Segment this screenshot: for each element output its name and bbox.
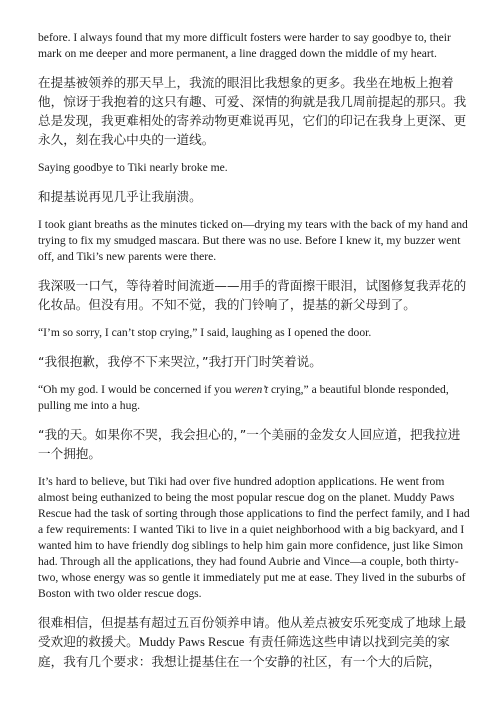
paragraph-zh-1: 在提基被领养的那天早上，我流的眼泪比我想象的更多。我坐在地板上抱着他，惊讶于我抱着的这只有趣、可爱、深情的狗就是我几周前提起的那只。我总是发现，我更难相处的寄养动物更难说再见，它们的印记在我身上更深、更永久，刻在我心中央的一道线。 xyxy=(38,75,467,147)
paragraph-zh-4: “我很抱歉，我停不下来哭泣，”我打开门时笑着说。 xyxy=(38,354,322,369)
paragraph-zh-3: 我深吸一口气，等待着时间流逝——用手的背面擦干眼泪，试图修复我弄花的化妆品。但没有用。不知不觉，我的门铃响了，提基的新父母到了。 xyxy=(38,278,467,312)
paragraph-en-5-italic: weren’t xyxy=(234,383,269,396)
paragraph-zh-5: “我的天。如果你不哭，我会担心的，”一个美丽的金发女人回应道，把我拉进一个拥抱。 xyxy=(38,427,461,461)
paragraph-en-5-start: “Oh my god. I would be concerned if you xyxy=(38,383,235,396)
paragraph-zh-6 xyxy=(38,613,470,671)
paragraph-en-5-end: crying,” a beautiful blonde responded, pulling me into a hug. xyxy=(38,383,449,412)
document-page xyxy=(38,30,470,682)
paragraph-en-2: Saying goodbye to Tiki nearly broke me. xyxy=(38,161,228,174)
paragraph-en-1: before. I always found that my more difficult fosters were harder to say goodbye to, their mark on me deeper and more permanent, a line dragged down the middle of my heart. xyxy=(38,31,451,60)
paragraph-zh-2: 和提基说再见几乎让我崩溃。 xyxy=(38,189,202,204)
paragraph-zh-6-end: 有责任筛选这些申请以找到完美的家庭，我有几个要求：我想让提基住在一个安静的社区，有一个大的后院， xyxy=(38,634,450,669)
paragraph-en-5 xyxy=(38,382,470,414)
paragraph-en-6: It’s hard to believe, but Tiki had over five hundred adoption applications. He went from almost being euthanized to being the most popular rescue dog on the planet. Muddy Paws Rescue had the task of sorting through those applications to find the perfect family, and I had a few requirements: I wanted Tiki to live in a quiet neighborhood with a big backyard, and I wanted him to have friendly dog siblings to help him gain more confidence, just like Simon had. Through all the applications, they had found Aubrie and Vince—a couple, both thirty-two, whose energy was so gentle it immediately put me at ease. They lived in the suburbs of Boston with two older rescue dogs. xyxy=(38,475,470,600)
paragraph-en-4: “I’m so sorry, I can’t stop crying,” I said, laughing as I opened the door. xyxy=(38,326,372,339)
paragraph-en-3: I took giant breaths as the minutes ticked on—drying my tears with the back of my hand and trying to fix my smudged mascara. But there was no use. Before I knew it, my buzzer went off, and Tiki’s new parents were there. xyxy=(38,218,468,263)
paragraph-zh-6-latin: Muddy Paws Rescue xyxy=(138,635,245,649)
paragraph-zh-6-start: 很难相信，但提基有超过五百份领养申请。他从差点被安乐死变成了地球上最受欢迎的救援犬。 xyxy=(38,615,467,649)
